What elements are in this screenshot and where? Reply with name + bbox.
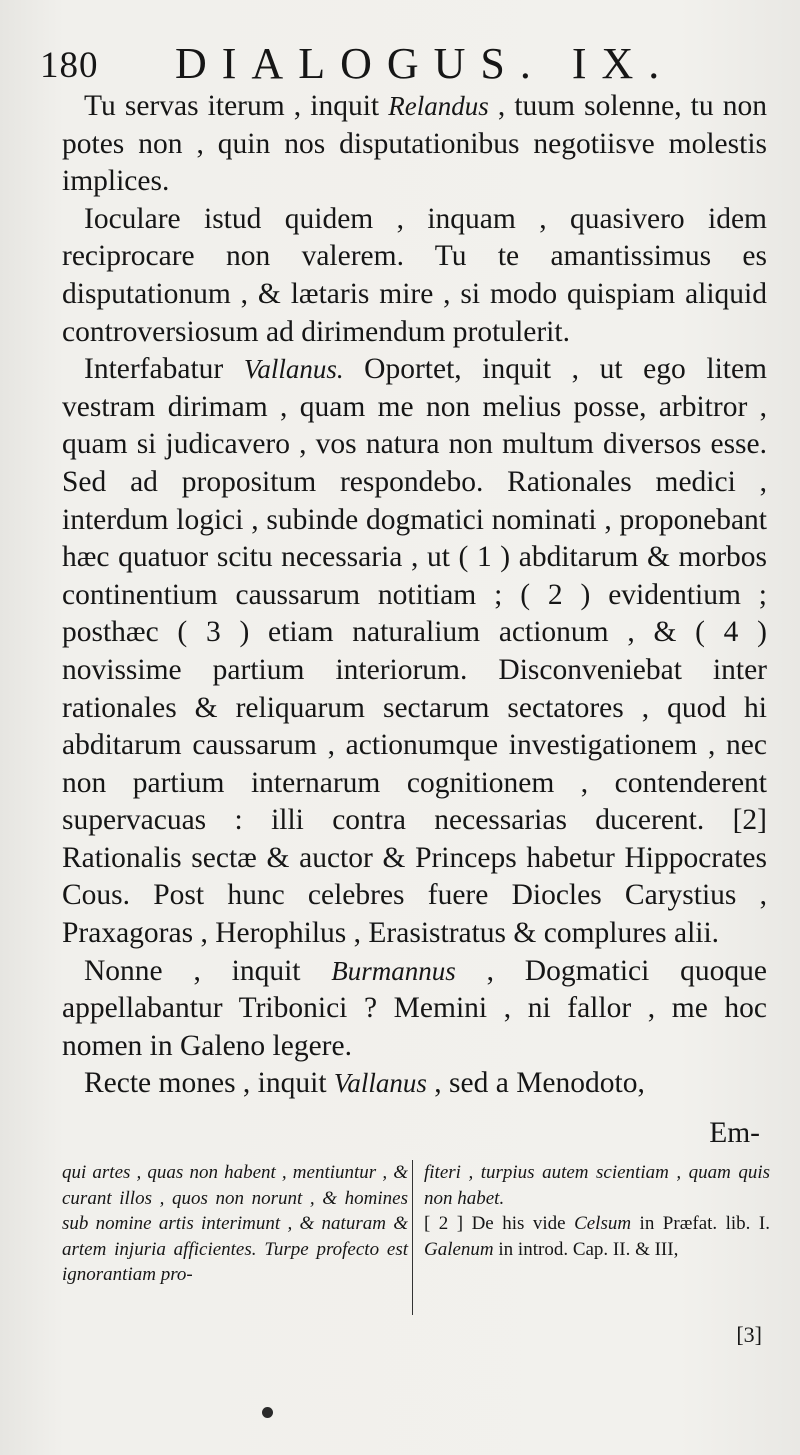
footnote-ref-celsum: Celsum (574, 1213, 632, 1235)
paragraph-text: Oportet, inquit , ut ego litem vestram dirimam , quam me non melius posse, arbitror , quam si judicavero , vos natura non multum diversos esse. Sed ad propositum respondebo. Rationales medici , interdum logici , subinde dogmatici nominati , proponebant hæc quatuor scitu necessaria , ut ( 1 ) abditarum & morbos continentium caussarum notitiam ; ( 2 ) evidentium ; posthæc ( 3 ) etiam naturalium actionum , & ( 4 ) novissime partium interiorum. Disconveniebat inter rationales & reliquarum sectarum sectatores , quod hi abditarum caussarum , actionumque investigationem , nec non partium internarum cognitionem , contenderent supervacuas : illi contra necessarias ducerent. [2] Rationalis sectæ & auctor & Princeps habetur Hippocrates Cous. Post hunc celebres fuere Diocles Carystius , Praxagoras , Herophilus , Erasistratus & complures alii. (62, 353, 767, 950)
paragraph: Ioculare istud quidem , inquam , quasivero idem reciprocare non valerem. Tu te amantissimus es disputationum , & lætaris mire , si modo quispiam aliquid controversiosum ad dirimendum protulerit. (62, 202, 767, 348)
paragraph-text: , tuum solenne, tu non potes non , quin nos disputationibus negotiisve molestis implices. (62, 90, 767, 198)
footnote-ref-galenum: Galenum (424, 1238, 494, 1260)
paragraph-text: Recte mones , inquit (84, 1067, 334, 1100)
column-divider (412, 1160, 413, 1315)
speaker-name: Vallanus (333, 1068, 427, 1099)
paragraph (62, 351, 767, 953)
paragraph-text: Interfabatur (84, 353, 244, 386)
paragraph-text: Tu servas iterum , inquit (84, 90, 389, 122)
footnote-ref: [ 2 ] De his vide (424, 1213, 575, 1235)
speaker-name: Burmannus (331, 955, 456, 986)
speaker-name: Vallanus. (243, 354, 344, 385)
paragraph (62, 953, 767, 1066)
speaker-name: Relandus (388, 91, 489, 121)
footnote-right-column (424, 1160, 770, 1262)
paragraph-text: Nonne , inquit (84, 954, 332, 987)
page-number: 180 (40, 45, 99, 86)
paragraph-text: , Dogmatici quoque appellabantur Tribonici ? Memini , ni fallor , me hoc nomen in Galeno legere. (62, 954, 767, 1062)
footnote-ref: in Præfat. lib. I. (631, 1213, 770, 1235)
footnote-ref: in introd. Cap. II. & III, (493, 1238, 679, 1260)
footnote-continuation: fiteri , turpius autem scientiam , quam quis non habet. (424, 1162, 770, 1209)
paragraph (62, 1065, 767, 1103)
running-title: DIALOGUS. IX. (175, 39, 675, 88)
signature-mark: [3] (736, 1322, 762, 1347)
footnote-left-column: qui artes , quas non habent , mentiuntur , & curant illos , quos non norunt , & homines sub nomine artis interimunt , & naturam & artem injuria afficientes. Turpe profecto est ignorantiam pro- (62, 1162, 408, 1286)
paragraph-text: , sed a Menodoto, (426, 1067, 645, 1100)
footnotes (62, 1160, 770, 1320)
ink-speck (262, 1407, 273, 1418)
main-text (62, 88, 767, 1103)
paragraph (62, 88, 767, 201)
catchword: Em- (709, 1117, 760, 1149)
